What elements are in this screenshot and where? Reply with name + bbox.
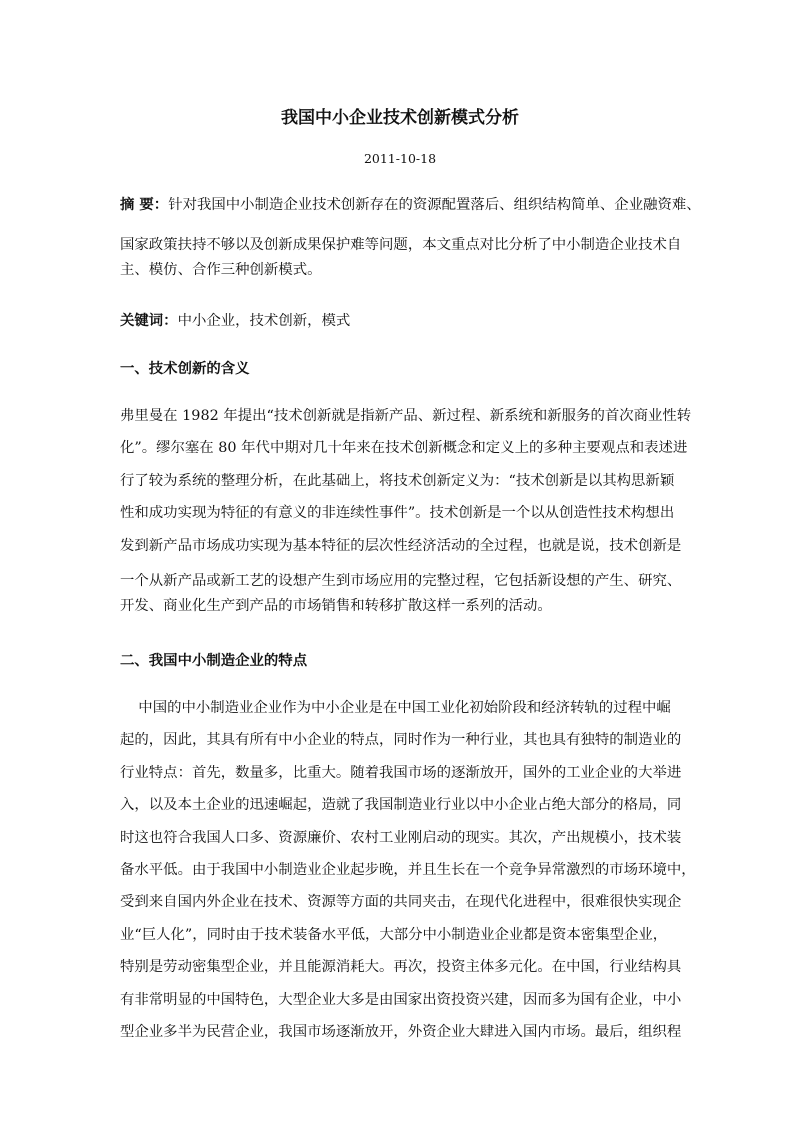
paragraph-line: 开发、商业化生产到产品的市场销售和转移扩散这样一系列的活动。 [120,598,552,614]
publish-date: 2011-10-18 [363,151,437,166]
document-title: 我国中小企业技术创新模式分析 [281,108,519,128]
paragraph-line: 化”。缪尔塞在 80 年代中期对几十年来在技术创新概念和定义上的多种主要观点和表述进 [120,440,688,456]
paragraph-line: 有非常明显的中国特色，大型企业大多是由国家出资投资兴建，因而多为国有企业，中小 [120,992,682,1008]
paragraph-line: 起的，因此，其具有所有中小企业的特点，同时作为一种行业，其也具有独特的制造业的 [120,732,682,748]
keywords-line [120,311,350,331]
keywords-label: 关键词： [120,313,178,329]
paragraph-line: 业“巨人化”，同时由于技术装备水平低，大部分中小制造业企业都是资本密集型企业， [120,927,668,943]
paragraph-line: 行业特点：首先，数量多，比重大。随着我国市场的逐渐放开，国外的工业企业的大举进 [120,765,682,781]
abstract-label: 摘 要： [120,197,169,213]
paragraph-line: 特别是劳动密集型企业，并且能源消耗大。再次，投资主体多元化。在中国，行业结构具 [120,959,682,975]
abstract-line: 国家政策扶持不够以及创新成果保护难等问题，本文重点对比分析了中小制造企业技术自 [120,237,682,253]
paragraph-line: 弗里曼在 1982 年提出“技术创新就是指新产品、新过程、新系统和新服务的首次商业性转 [120,408,692,424]
paragraph-line: 时这也符合我国人口多、资源廉价、农村工业刚启动的现实。其次，产出规模小，技术装 [120,830,682,846]
paragraph-line: 受到来自国内外企业在技术、资源等方面的共同夹击，在现代化进程中，很难很快实现企 [120,894,682,910]
abstract-line [120,195,701,215]
paragraph-line: 型企业多半为民营企业，我国市场逐渐放开，外资企业大肆进入国内市场。最后，组织程 [120,1024,682,1040]
paragraph-line: 入，以及本土企业的迅速崛起，造就了我国制造业行业以中小企业占绝大部分的格局，同 [120,797,682,813]
abstract-text: 针对我国中小制造企业技术创新存在的资源配置落后、组织结构简单、企业融资难、 [168,197,701,213]
section-heading: 一、技术创新的含义 [120,361,250,377]
paragraph-line: 中国的中小制造业企业作为中小企业是在中国工业化初始阶段和经济转轨的过程中崛 [120,700,671,716]
paragraph-line: 备水平低。由于我国中小制造业企业起步晚，并且生长在一个竞争异常激烈的市场环境中， [120,862,696,878]
paragraph-line: 发到新产品市场成功实现为基本特征的层次性经济活动的全过程，也就是说，技术创新是 [120,538,682,554]
abstract-line: 主、模仿、合作三种创新模式。 [120,262,322,278]
paragraph-line: 一个从新产品或新工艺的设想产生到市场应用的完整过程，它包括新设想的产生、研究、 [120,573,682,589]
paragraph-line: 性和成功实现为特征的有意义的非连续性事件”。技术创新是一个以从创造性技术构想出 [120,505,675,521]
section-heading: 二、我国中小制造企业的特点 [120,653,308,669]
keywords-text: 中小企业，技术创新，模式 [177,313,351,329]
paragraph-line: 行了较为系统的整理分析，在此基础上，将技术创新定义为：“技术创新是以其构思新颖 [120,473,675,489]
